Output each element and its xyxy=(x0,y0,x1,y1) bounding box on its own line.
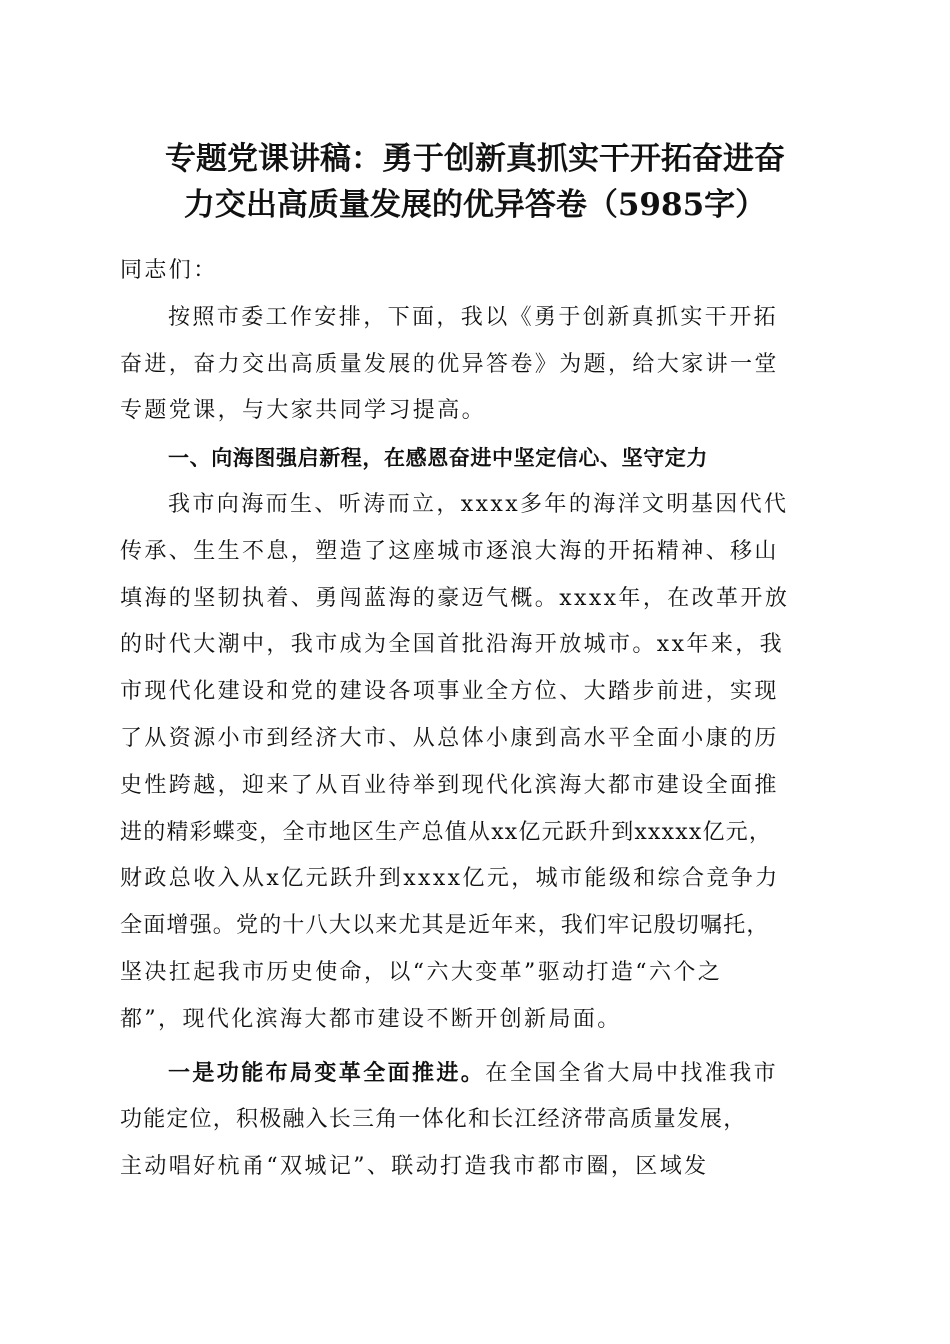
paragraph-line: 都”，现代化滨海大都市建设不断开创新局面。 xyxy=(120,1006,622,1032)
document-body xyxy=(120,248,832,1191)
intro-line: 按照市委工作安排，下面，我以《勇于创新真抓实干开拓 xyxy=(168,304,779,330)
paragraph-line xyxy=(120,1050,832,1098)
salutation: 同志们： xyxy=(120,258,218,283)
intro-line: 专题党课，与大家共同学习提高。 xyxy=(120,398,487,424)
paragraph-line: 进的精彩蝶变，全市地区生产总值从xx亿元跃升到xxxxx亿元， xyxy=(120,819,773,845)
intro-line: 奋进，奋力交出高质量发展的优异答卷》为题，给大家讲一堂 xyxy=(120,351,779,377)
paragraph-line: 财政总收入从x亿元跃升到xxxx亿元，城市能级和综合竞争力 xyxy=(120,866,780,892)
paragraph-line: 我市向海而生、听涛而立，xxxx多年的海洋文明基因代代 xyxy=(168,491,789,517)
paragraph-line: 坚决扛起我市历史使命，以“六大变革”驱动打造“六个之 xyxy=(120,959,723,985)
paragraph-line: 的时代大潮中，我市成为全国首批沿海开放城市。xx年来，我 xyxy=(120,632,785,658)
paragraph-line: 填海的坚韧执着、勇闯蓝海的豪迈气概。xxxx年，在改革开放 xyxy=(120,585,790,611)
paragraph-lead-rest: 在全国全省大局中找准我市 xyxy=(485,1060,779,1086)
paragraph-line: 全面增强。党的十八大以来尤其是近年来，我们牢记殷切嘱托， xyxy=(120,913,770,939)
paragraph-line: 了从资源小市到经济大市、从总体小康到高水平全面小康的历 xyxy=(120,725,779,751)
intro-paragraph xyxy=(120,295,832,435)
paragraph-line: 市现代化建设和党的建设各项事业全方位、大踏步前进，实现 xyxy=(120,679,779,705)
paragraph-line: 功能定位，积极融入长三角一体化和长江经济带高质量发展， xyxy=(120,1107,747,1133)
paragraph-lead: 一是功能布局变革全面推进。 xyxy=(168,1059,486,1086)
title-line-1: 专题党课讲稿：勇于创新真抓实干开拓奋进奋 xyxy=(165,141,785,177)
paragraph-line: 史性跨越，迎来了从百业待举到现代化滨海大都市建设全面推 xyxy=(120,772,779,798)
paragraph-line: 传承、生生不息，塑造了这座城市逐浪大海的开拓精神、移山 xyxy=(120,538,779,564)
paragraph-line: 主动唱好杭甬“双城记”、联动打造我市都市圈，区域发 xyxy=(120,1154,709,1180)
document-title xyxy=(100,136,850,228)
paragraph-1 xyxy=(120,482,832,1044)
section-heading-1: 一、向海图强启新程，在感恩奋进中坚定信心、坚守定力 xyxy=(168,446,708,471)
paragraph-2 xyxy=(120,1050,832,1191)
title-line-2: 力交出高质量发展的优异答卷（5985字） xyxy=(183,187,767,223)
